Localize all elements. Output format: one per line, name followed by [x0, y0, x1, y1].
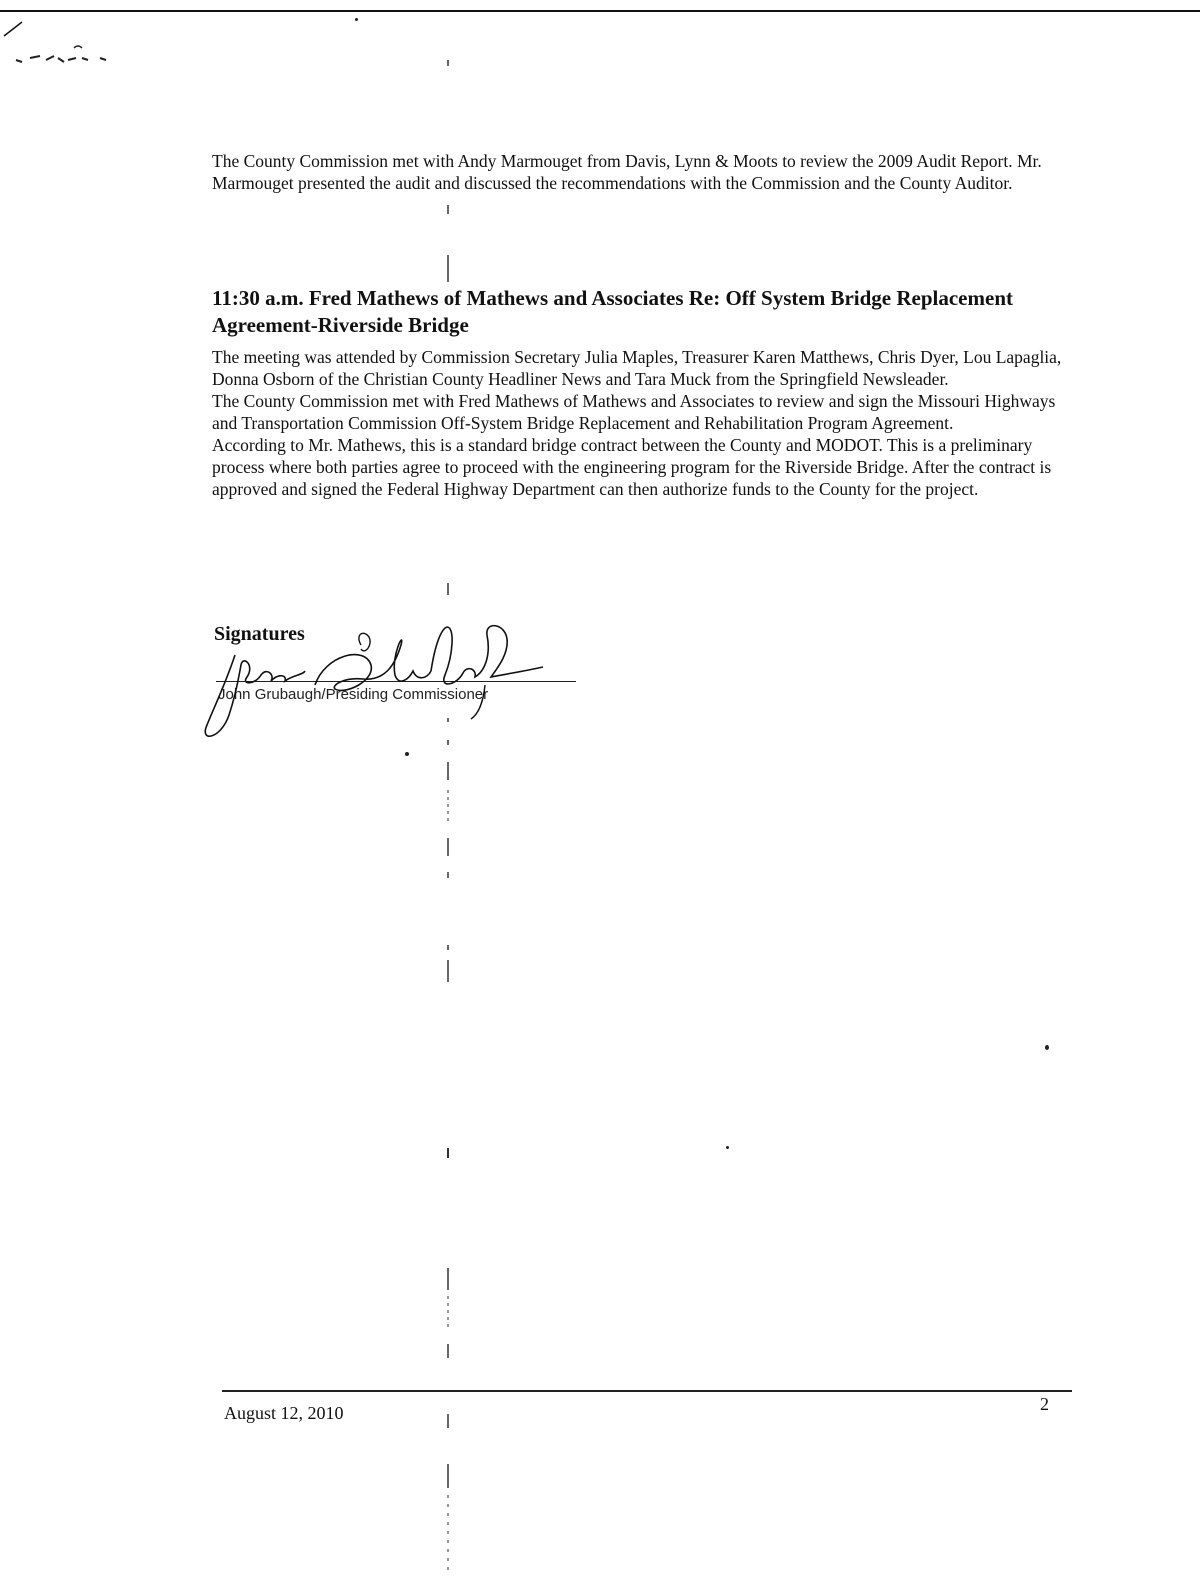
signer-name: John Grubaugh/Presiding Commissioner: [218, 686, 489, 703]
meeting-paragraph-block: [212, 346, 1062, 500]
audit-paragraph-block: [212, 150, 1062, 194]
scan-speck: [355, 18, 358, 21]
attendees-paragraph: The meeting was attended by Commission Secretary Julia Maples, Treasurer Karen Matthews, Chris Dyer, Lou Lapaglia, Donna Osborn of the Christian County Headliner News and Tara Muck from the Springfield Newsleader.: [212, 347, 1062, 389]
review-paragraph: The County Commission met with Fred Mathews of Mathews and Associates to review and sign the Missouri Highways and Transportation Commission Off-System Bridge Replacement and Rehabilitation Program Agreement.: [212, 391, 1056, 433]
handwritten-signature: [195, 615, 555, 745]
scan-edge-line: [0, 10, 1200, 12]
scan-fold-marks: [446, 0, 450, 1582]
scan-speck: [726, 1146, 729, 1149]
signatures-heading: Signatures: [214, 623, 305, 645]
section-heading: 11:30 a.m. Fred Mathews of Mathews and Associates Re: Off System Bridge Replacement Agreement-Riverside Bridge: [212, 286, 1013, 337]
scan-speck: [1045, 1045, 1049, 1050]
scan-speck: [405, 752, 409, 756]
audit-paragraph: The County Commission met with Andy Marmouget from Davis, Lynn & Moots to review the 2009 Audit Report. Mr. Marmouget presented the audit and discussed the recommendations with the Commission and the County Auditor.: [212, 151, 1042, 193]
contract-paragraph: According to Mr. Mathews, this is a standard bridge contract between the County and MODOT. This is a preliminary process where both parties agree to proceed with the engineering program for the Riverside Bridge. After the contract is approved and signed the Federal Highway Department can then authorize funds to the County for the project.: [212, 435, 1052, 499]
page-number: 2: [1040, 1394, 1049, 1414]
footer-date: August 12, 2010: [224, 1403, 344, 1423]
footer-rule: [222, 1390, 1072, 1392]
scan-artifact-marks: [0, 0, 140, 70]
